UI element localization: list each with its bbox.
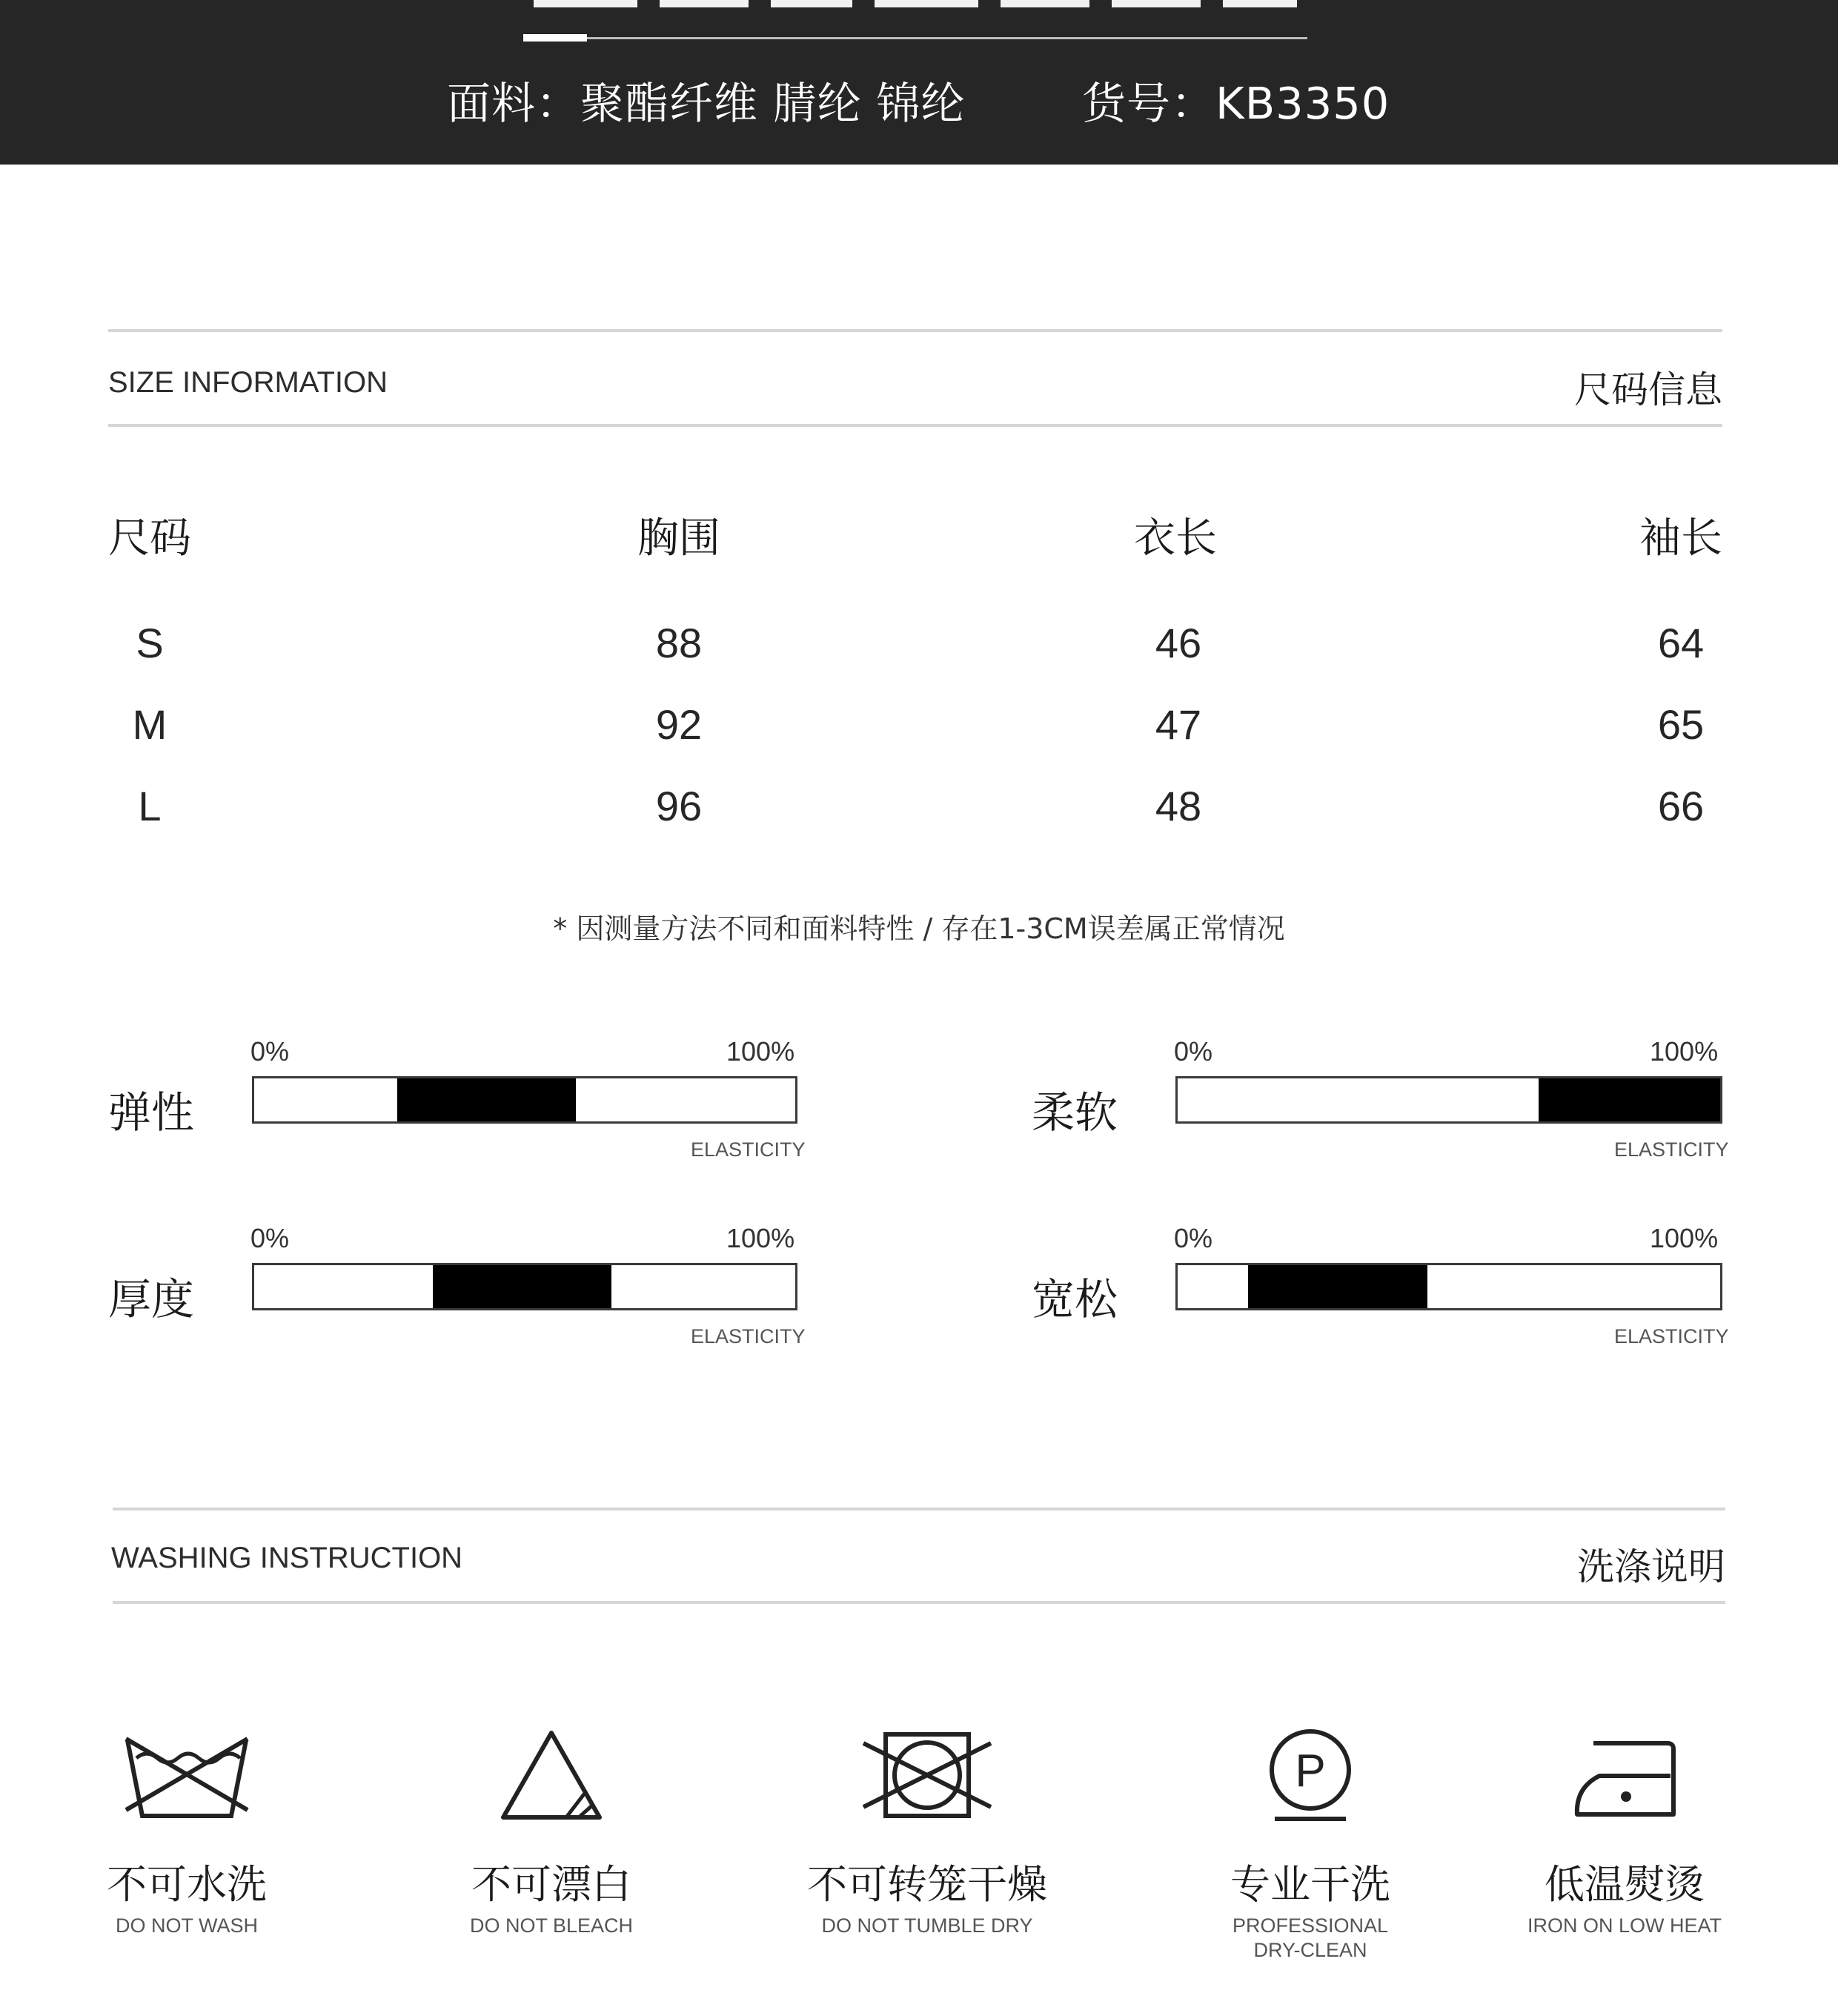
table-cell: 66 (1657, 783, 1705, 829)
care-label-cn: 低温熨烫 (1545, 1861, 1705, 1908)
meter-max: 100% (726, 1036, 795, 1067)
care-label-cn: 不可漂白 (471, 1861, 631, 1908)
meter-fill (433, 1265, 611, 1308)
meter-bar-elasticity (252, 1076, 797, 1124)
column-header-length: 衣长 (1134, 514, 1217, 563)
section-divider-bottom (108, 424, 1722, 427)
item-number: 货号：KB3350 (1082, 78, 1390, 129)
table-cell: 46 (1155, 620, 1202, 666)
professional-dry-clean-icon (1262, 1727, 1358, 1823)
meter-fill (397, 1078, 576, 1121)
section-divider-top (113, 1508, 1725, 1511)
table-cell: S (136, 620, 164, 666)
meter-bar-looseness (1175, 1263, 1722, 1310)
care-item (24, 1727, 350, 1937)
do-not-bleach-icon (496, 1727, 607, 1823)
fabric-composition: 面料：聚酯纤维 腈纶 锦纶 (447, 78, 966, 129)
meter-caption: ELASTICITY (1614, 1138, 1729, 1161)
meter-bar-thickness (252, 1263, 797, 1310)
care-item (1147, 1727, 1473, 1961)
svg-text:P: P (1295, 1745, 1326, 1797)
meter-min: 0% (1174, 1036, 1213, 1067)
meter-fill (1248, 1265, 1427, 1308)
size-section-title-en: SIZE INFORMATION (108, 366, 388, 399)
care-label-en: IRON ON LOW HEAT (1527, 1914, 1722, 1937)
meter-min: 0% (251, 1223, 290, 1253)
meter-min: 0% (251, 1036, 290, 1067)
table-cell: L (138, 783, 162, 829)
column-header-sleeve: 袖长 (1639, 514, 1722, 563)
size-section-title-cn: 尺码信息 (1574, 368, 1722, 411)
washing-section-title-cn: 洗涤说明 (1577, 1545, 1725, 1588)
care-label-cn: 专业干洗 (1230, 1861, 1390, 1908)
meter-label-elasticity: 弹性 (108, 1087, 195, 1138)
meter-max: 100% (1650, 1036, 1719, 1067)
table-cell: M (132, 701, 167, 748)
care-item (1462, 1727, 1788, 1937)
header-rule-accent (523, 34, 587, 42)
care-item (764, 1727, 1090, 1937)
table-cell: 64 (1657, 620, 1705, 666)
section-divider-top (108, 329, 1722, 332)
care-label-en: PROFESSIONAL DRY-CLEAN (1232, 1914, 1389, 1961)
meter-bar-softness (1175, 1076, 1722, 1124)
table-cell: 65 (1657, 701, 1705, 748)
care-label-en: DO NOT TUMBLE DRY (821, 1914, 1033, 1937)
measurement-note: * 因测量方法不同和面料特性 / 存在1-3CM误差属正常情况 (553, 912, 1285, 945)
table-cell: 88 (655, 620, 703, 666)
meter-label-softness: 柔软 (1032, 1087, 1118, 1138)
washing-section-title-en: WASHING INSTRUCTION (111, 1542, 463, 1574)
column-header-chest: 胸围 (637, 514, 720, 563)
section-divider-bottom (113, 1601, 1725, 1604)
meter-caption: ELASTICITY (691, 1325, 806, 1347)
table-cell: 92 (655, 701, 703, 748)
meter-caption: ELASTICITY (691, 1138, 806, 1161)
do-not-wash-icon (120, 1727, 253, 1823)
cropped-title-fragment (534, 0, 1304, 10)
header-banner (0, 0, 1838, 165)
do-not-tumble-dry-icon (860, 1727, 994, 1823)
care-label-cn: 不可转笼干燥 (807, 1861, 1047, 1908)
table-cell: 47 (1155, 701, 1202, 748)
care-item (388, 1727, 714, 1937)
header-rule (523, 37, 1307, 39)
column-header-size: 尺码 (108, 514, 191, 563)
iron-low-heat-icon (1565, 1727, 1684, 1823)
meter-fill (1539, 1078, 1720, 1121)
meter-label-looseness: 宽松 (1032, 1274, 1118, 1324)
table-cell: 48 (1155, 783, 1202, 829)
meter-caption: ELASTICITY (1614, 1325, 1729, 1347)
table-cell: 96 (655, 783, 703, 829)
meter-min: 0% (1174, 1223, 1213, 1253)
meter-label-thickness: 厚度 (108, 1274, 195, 1324)
meter-max: 100% (1650, 1223, 1719, 1253)
care-label-en: DO NOT BLEACH (469, 1914, 634, 1937)
care-label-cn: 不可水洗 (107, 1861, 267, 1908)
care-label-en: DO NOT WASH (115, 1914, 258, 1937)
meter-max: 100% (726, 1223, 795, 1253)
